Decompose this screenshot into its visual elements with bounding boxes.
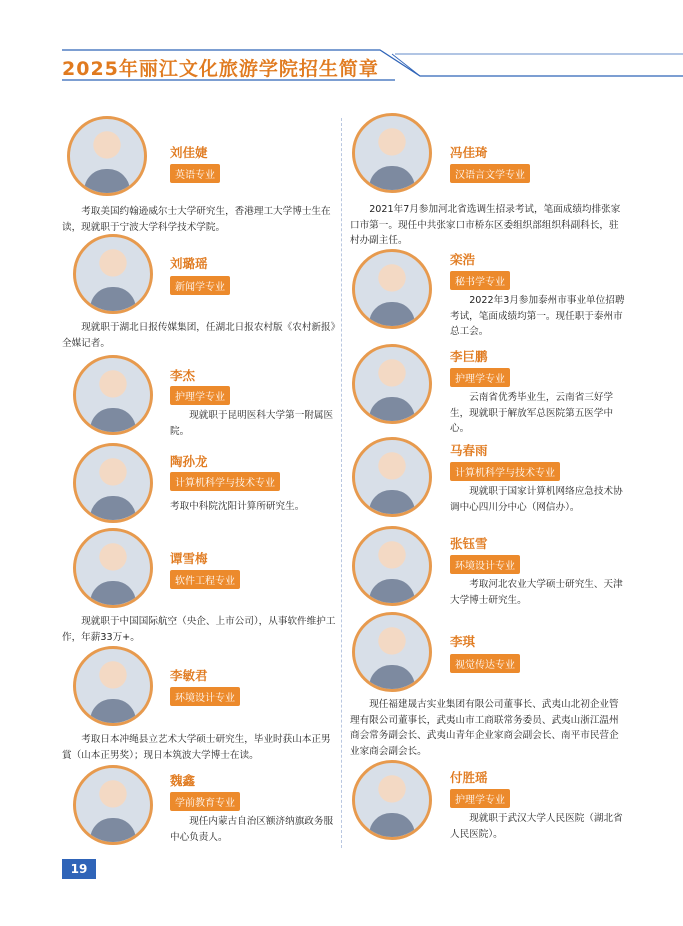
person-description: 云南省优秀毕业生，云南省三好学生，现就职于解放军总医院第五医学中心。 [450,392,614,434]
person-description: 现就职于中国国际航空（央企、上市公司），从事软件维护工作，年薪33万+。 [62,616,336,643]
person-description: 现任福建晟古实业集团有限公司董事长、武夷山北初企业管理有限公司董事长，武夷山市工商联常务委员、武夷山浙江温州商会常务副会长、武夷山青年企业家商会副会长、南平市民营企业家商会副会长。 [350,699,619,757]
major-badge: 学前教育专业 [170,792,240,811]
person-description: 2022年3月参加泰州市事业单位招聘考试，笔面成绩均第一。现任职于泰州市总工会。 [450,295,625,337]
person-description: 现就职于湖北日报传媒集团，任湖北日报农村版《农村新报》全媒记者。 [62,322,336,349]
major-badge: 计算机科学与技术专业 [450,462,560,481]
major-badge: 护理学专业 [170,386,230,405]
avatar [73,443,153,523]
avatar [352,612,432,692]
avatar [352,113,432,193]
person-description: 考取美国约翰逊威尔士大学研究生，香港理工大学博士生在读，现就职于宁波大学科学技术学院。 [62,206,331,233]
major-badge: 英语专业 [170,164,220,183]
person-description: 现就职于国家计算机网络应急技术协调中心四川分中心（网信办）。 [450,486,623,513]
avatar [352,437,432,517]
person-name: 李敏君 [170,668,208,683]
major-badge: 视觉传达专业 [450,654,520,673]
person-name: 魏鑫 [170,773,196,788]
avatar [73,234,153,314]
page-title: 2025年丽江文化旅游学院招生简章 [62,58,379,80]
major-badge: 计算机科学与技术专业 [170,472,280,491]
person-name: 李杰 [170,368,196,383]
person-name: 付胜瑶 [450,770,488,785]
page-number: 19 [62,859,96,879]
person-name: 马春雨 [450,443,488,458]
person-description: 现任内蒙古自治区额济纳旗政务服中心负责人。 [170,816,334,843]
avatar [73,528,153,608]
major-badge: 秘书学专业 [450,271,510,290]
avatar [73,646,153,726]
person-name: 陶孙龙 [170,454,208,469]
person-name: 李琪 [450,634,476,649]
avatar [352,249,432,329]
avatar [73,355,153,435]
person-name: 谭雪梅 [170,551,208,566]
major-badge: 新闻学专业 [170,276,230,295]
person-name: 冯佳琦 [450,145,488,160]
column-divider [341,118,342,848]
person-description: 考取中科院沈阳计算所研究生。 [170,501,305,512]
person-name: 刘璐瑶 [170,256,208,271]
person-description: 2021年7月参加河北省选调生招录考试，笔面成绩均排张家口市第一。现任中共张家口市桥东区委组织部组织科副科长，驻村办副主任。 [350,204,621,246]
person-name: 李巨鹏 [450,349,488,364]
avatar [352,344,432,424]
major-badge: 汉语言文学专业 [450,164,530,183]
major-badge: 环境设计专业 [170,687,240,706]
avatar [352,760,432,840]
major-badge: 护理学专业 [450,789,510,808]
person-name: 刘佳婕 [170,145,208,160]
person-description: 现就职于武汉大学人民医院（湖北省人民医院）。 [450,813,623,840]
avatar [67,116,147,196]
avatar [352,526,432,606]
person-name: 张钰雪 [450,536,488,551]
person-description: 考取日本冲绳县立艺术大学硕士研究生，毕业时获山本正男賞（山本正男奖）；现日本筑波大学博士在读。 [62,734,331,761]
major-badge: 环境设计专业 [450,555,520,574]
major-badge: 软件工程专业 [170,570,240,589]
major-badge: 护理学专业 [450,368,510,387]
person-description: 现就职于昆明医科大学第一附属医院。 [170,410,334,437]
person-description: 考取河北农业大学硕士研究生、天津大学博士研究生。 [450,579,623,606]
person-name: 栾浩 [450,252,476,267]
avatar [73,765,153,845]
